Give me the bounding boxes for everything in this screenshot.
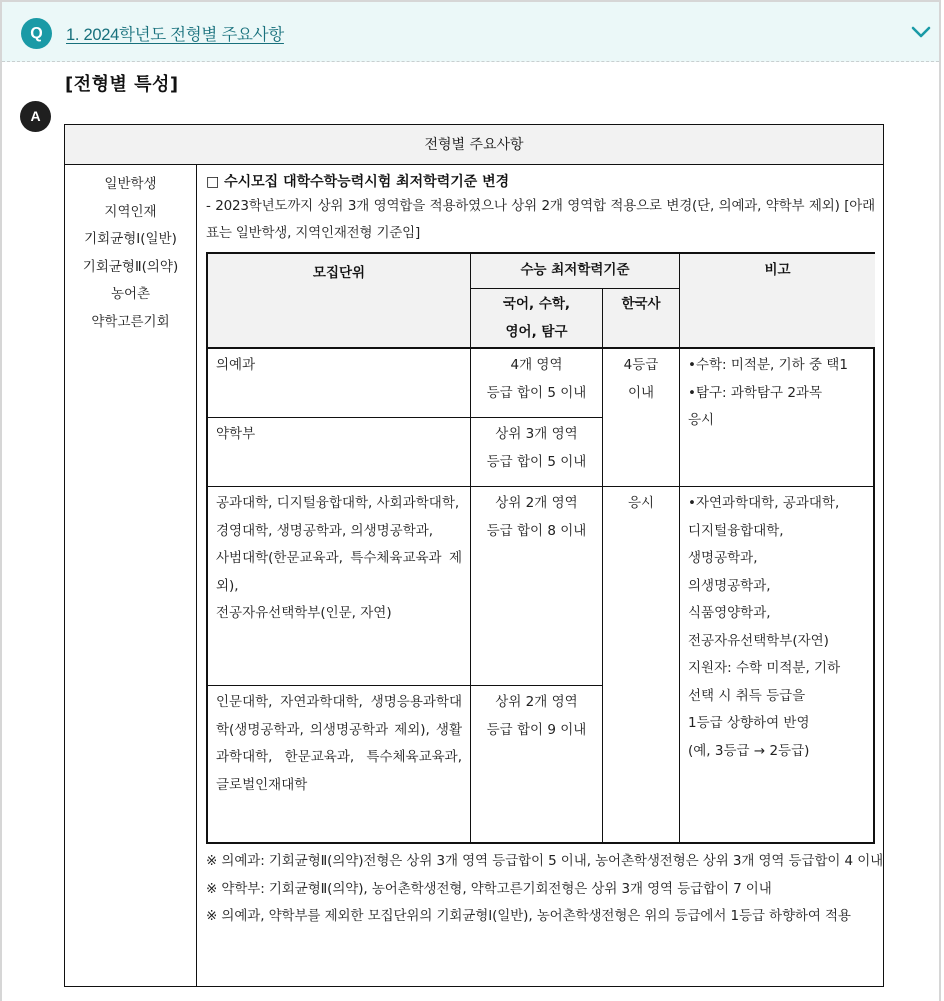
minimum-criteria-table bbox=[206, 252, 875, 844]
note-line: 생명공학과, bbox=[688, 550, 758, 566]
table-row-unit: 인문대학, 자연과학대학, 생명응용과학대학(생명공학과, 의생명공학과 제외), 생활과학대학, 한문교육과, 특수체육교육과, 글로벌인재대학 bbox=[208, 686, 471, 844]
admission-type-list bbox=[65, 165, 197, 986]
table-row-criteria bbox=[471, 487, 603, 686]
table-row-criteria bbox=[471, 686, 603, 844]
admission-type: 기회균형Ⅰ(일반) bbox=[84, 231, 177, 247]
change-title: □ 수시모집 대학수학능력시험 최저학력기준 변경 bbox=[206, 174, 510, 190]
col-header-subjects-line1: 국어, 수학, bbox=[502, 296, 571, 312]
col-header-minimum: 수능 최저학력기준 bbox=[471, 254, 680, 289]
criteria-line: 상위 2개 영역 bbox=[495, 495, 578, 511]
unit-line: 경영대학, 생명공학과, 의생명공학과, bbox=[216, 522, 434, 539]
criteria-line: 등급 합이 8 이내 bbox=[486, 522, 587, 539]
criteria-line: 상위 3개 영역 bbox=[495, 426, 578, 442]
table-row-criteria bbox=[471, 349, 603, 418]
col-header-history: 한국사 bbox=[603, 289, 680, 349]
question-title-link[interactable]: 1. 2024학년도 전형별 주요사항 bbox=[66, 26, 284, 44]
note-line: 의생명공학과, bbox=[688, 577, 771, 594]
answer-badge: A bbox=[20, 101, 51, 132]
question-badge: Q bbox=[21, 18, 52, 49]
admission-type: 일반학생 bbox=[104, 176, 157, 192]
footnotes bbox=[206, 848, 886, 931]
criteria-line: 등급 합이 5 이내 bbox=[486, 453, 587, 470]
table-row-unit bbox=[208, 487, 471, 686]
note-line: 1등급 상향하여 반영 bbox=[688, 715, 810, 731]
note-line: •수학: 미적분, 기하 중 택1 bbox=[688, 357, 848, 373]
table-header: 전형별 주요사항 bbox=[65, 125, 883, 165]
unit-line: 사범대학(한문교육과, 특수체육교육과 제외), bbox=[216, 550, 462, 594]
note-line: 선택 시 취득 등급을 bbox=[688, 687, 806, 704]
note-line: •탐구: 과학탐구 2과목 bbox=[688, 384, 823, 401]
col-header-unit: 모집단위 bbox=[208, 254, 471, 349]
chevron-down-icon[interactable] bbox=[910, 24, 932, 40]
history-requirement-group1 bbox=[603, 349, 680, 487]
history-requirement-group2: 응시 bbox=[603, 487, 680, 844]
criteria-line: 상위 2개 영역 bbox=[495, 694, 578, 710]
admission-type: 기회균형Ⅱ(의약) bbox=[82, 258, 179, 275]
admission-type: 농어촌 bbox=[110, 286, 151, 302]
note-line: 응시 bbox=[688, 412, 715, 428]
note-line: 지원자: 수학 미적분, 기하 bbox=[688, 660, 841, 676]
note-group2 bbox=[680, 487, 875, 844]
note-group1 bbox=[680, 349, 875, 487]
note-line: 디지털융합대학, bbox=[688, 522, 784, 539]
note-line: 식품영양학과, bbox=[688, 605, 771, 621]
criteria-line: 등급 합이 9 이내 bbox=[486, 721, 587, 738]
col-header-subjects bbox=[471, 289, 603, 349]
admission-table bbox=[64, 124, 884, 987]
section-title: [전형별 특성] bbox=[65, 74, 179, 95]
history-line: 이내 bbox=[627, 384, 655, 401]
table-row-unit: 의예과 bbox=[208, 349, 471, 418]
unit-line: 전공자유선택학부(인문, 자연) bbox=[216, 605, 392, 621]
note-line: 전공자유선택학부(자연) bbox=[688, 632, 829, 649]
table-row-criteria bbox=[471, 418, 603, 487]
faq-question-header[interactable] bbox=[2, 2, 939, 62]
footnote: ※ 의예과: 기회균형Ⅱ(의약)전형은 상위 3개 영역 등급합이 5 이내, 농어촌학생전형은 상위 3개 영역 등급합이 4 이내 bbox=[206, 853, 884, 869]
change-description: - 2023학년도까지 상위 3개 영역합을 적용하였으나 상위 2개 영역합 적용으로 변경(단, 의예과, 약학부 제외) [아래표는 일반학생, 지역인재전형 기준임] bbox=[206, 198, 875, 241]
note-line: (예, 3등급 → 2등급) bbox=[688, 742, 810, 759]
unit-line: 공과대학, 디지털융합대학, 사회과학대학, bbox=[216, 495, 460, 511]
col-header-note: 비고 bbox=[680, 254, 875, 349]
table-row-unit: 약학부 bbox=[208, 418, 471, 487]
footnote: ※ 약학부: 기회균형Ⅱ(의약), 농어촌학생전형, 약학고른기회전형은 상위 3개 영역 등급합이 7 이내 bbox=[206, 880, 772, 897]
criteria-line: 4개 영역 bbox=[510, 357, 563, 373]
col-header-subjects-line2: 영어, 탐구 bbox=[505, 323, 568, 340]
admission-type: 지역인재 bbox=[104, 203, 157, 220]
admission-type: 약학고른기회 bbox=[91, 313, 170, 330]
note-line: •자연과학대학, 공과대학, bbox=[688, 495, 840, 511]
history-line: 4등급 bbox=[623, 357, 659, 373]
criteria-line: 등급 합이 5 이내 bbox=[486, 384, 587, 401]
footnote: ※ 의예과, 약학부를 제외한 모집단위의 기회균형Ⅰ(일반), 농어촌학생전형은 위의 등급에서 1등급 하향하여 적용 bbox=[206, 908, 851, 924]
